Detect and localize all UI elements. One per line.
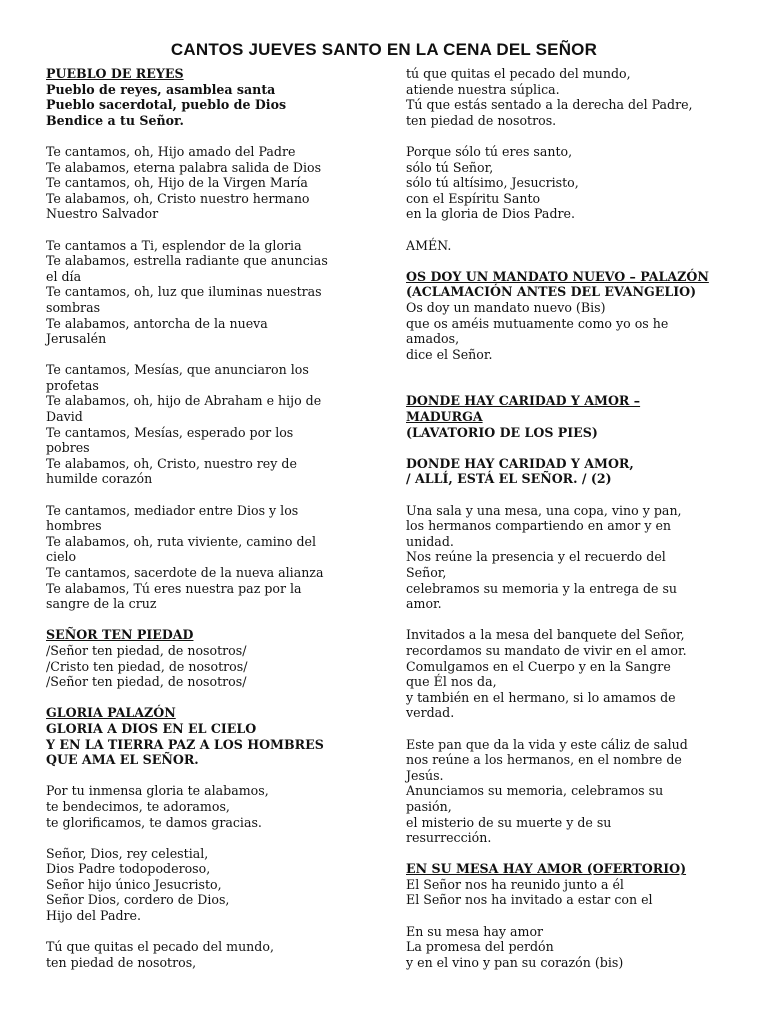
blank-line: [46, 347, 362, 363]
lyric-line: Dios Padre todopoderoso,: [46, 861, 211, 877]
lyric-line: ten piedad de nosotros,: [46, 954, 197, 970]
lyric-line: Te alabamos, Tú eres nuestra paz por la: [46, 580, 302, 596]
lyric-line: En su mesa hay amor: [406, 923, 544, 939]
lyric-line: Te alabamos, eterna palabra salida de Dios: [46, 159, 322, 175]
refrain-line: Pueblo de reyes, asamblea santa: [46, 81, 276, 97]
lyric-line: Este pan que da la vida y este cáliz de salud: [406, 736, 688, 752]
lyric-line: hombres: [46, 518, 102, 534]
blank-line: [46, 487, 362, 503]
blank-line: [406, 128, 728, 144]
song-heading: SEÑOR TEN PIEDAD: [46, 627, 194, 643]
lyric-line: /Señor ten piedad, de nosotros/: [46, 642, 247, 658]
lyric-line: ten piedad de nosotros.: [406, 112, 557, 128]
lyric-line: atiende nuestra súplica.: [406, 81, 560, 97]
lyric-line: El Señor nos ha invitado a estar con el: [406, 892, 653, 908]
lyric-line: Te cantamos, mediador entre Dios y los: [46, 502, 299, 518]
lyric-line: con el Espíritu Santo: [406, 190, 541, 206]
lyric-line: verdad.: [406, 705, 455, 721]
lyric-line: sangre de la cruz: [46, 596, 157, 612]
lyric-line: Tú que estás sentado a la derecha del Padre,: [406, 97, 693, 113]
lyric-line: dice el Señor.: [406, 346, 493, 362]
blank-line: [46, 768, 362, 784]
lyric-line: el misterio de su muerte y de su: [406, 814, 612, 830]
lyric-line: te bendecimos, te adoramos,: [46, 798, 230, 814]
lyric-line: Te alabamos, oh, Cristo, nuestro rey de: [46, 455, 297, 471]
blank-line: [406, 440, 728, 456]
lyric-line: el día: [46, 268, 82, 284]
lyric-line: Señor Dios, cordero de Dios,: [46, 892, 230, 908]
lyric-line: Te alabamos, oh, ruta viviente, camino del: [46, 533, 317, 549]
lyric-line: nos reúne a los hermanos, en el nombre de: [406, 752, 682, 768]
blank-line: [46, 128, 362, 144]
lyric-line: en la gloria de Dios Padre.: [406, 206, 575, 222]
song-heading: EN SU MESA HAY AMOR (OFERTORIO): [406, 861, 687, 877]
lyric-line: cielo: [46, 549, 77, 565]
refrain-line: Y EN LA TIERRA PAZ A LOS HOMBRES: [46, 736, 324, 752]
lyric-line: profetas: [46, 377, 99, 393]
lyric-line: Hijo del Padre.: [46, 908, 142, 924]
blank-line: [406, 253, 728, 269]
lyric-line: y también en el hermano, si lo amamos de: [406, 689, 676, 705]
lyric-line: Tú que quitas el pecado del mundo,: [46, 939, 274, 955]
song-heading: OS DOY UN MANDATO NUEVO – PALAZÓN: [406, 268, 709, 284]
lyric-line: amados,: [406, 331, 460, 347]
lyric-line: /Cristo ten piedad, de nosotros/: [46, 658, 248, 674]
blank-line: [406, 378, 728, 394]
lyric-line: los hermanos compartiendo en amor y en: [406, 518, 672, 534]
lyric-line: sólo tú Señor,: [406, 159, 494, 175]
refrain-line: Pueblo sacerdotal, pueblo de Dios: [46, 97, 287, 113]
blank-line: [406, 222, 728, 238]
lyric-line: Porque sólo tú eres santo,: [406, 143, 573, 159]
lyric-line: Una sala y una mesa, una copa, vino y pan,: [406, 502, 682, 518]
lyric-line: celebramos su memoria y la entrega de su: [406, 580, 678, 596]
lyric-line: pobres: [46, 440, 90, 456]
lyric-line: Invitados a la mesa del banquete del Señor,: [406, 627, 685, 643]
blank-line: [46, 612, 362, 628]
lyric-line: sólo tú altísimo, Jesucristo,: [406, 175, 579, 191]
left-column: [46, 66, 362, 970]
lyric-line: Te cantamos, Mesías, que anunciaron los: [46, 362, 309, 378]
lyric-line: que Él nos da,: [406, 674, 497, 690]
lyric-line: pasión,: [406, 798, 452, 814]
lyric-line: Os doy un mandato nuevo (Bis): [406, 299, 606, 315]
refrain-line: GLORIA A DIOS EN EL CIELO: [46, 720, 257, 736]
song-heading: MADURGA: [406, 409, 483, 425]
blank-line: [406, 612, 728, 628]
lyric-line: tú que quitas el pecado del mundo,: [406, 66, 631, 81]
lyric-line: Señor hijo único Jesucristo,: [46, 876, 222, 892]
lyric-line: Te cantamos, oh, Hijo amado del Padre: [46, 143, 296, 159]
blank-line: [406, 362, 728, 378]
blank-line: [46, 830, 362, 846]
refrain-line: / ALLÍ, ESTÁ EL SEÑOR. / (2): [406, 471, 612, 487]
lyric-line: Señor, Dios, rey celestial,: [46, 845, 209, 861]
song-heading: PUEBLO DE REYES: [46, 66, 184, 81]
lyric-line: amor.: [406, 596, 442, 612]
blank-line: [406, 846, 728, 862]
lyric-line: te glorificamos, te damos gracias.: [46, 814, 262, 830]
lyric-line: Jerusalén: [46, 331, 107, 347]
lyric-line: Te cantamos, oh, Hijo de la Virgen María: [46, 175, 308, 191]
lyric-line: La promesa del perdón: [406, 939, 554, 955]
lyric-line: /Señor ten piedad, de nosotros/: [46, 674, 247, 690]
blank-line: [406, 721, 728, 737]
lyric-line: Comulgamos en el Cuerpo y en la Sangre: [406, 658, 671, 674]
lyric-line: humilde corazón: [46, 471, 153, 487]
lyric-line: El Señor nos ha reunido junto a él: [406, 876, 624, 892]
blank-line: [46, 924, 362, 940]
blank-line: [406, 908, 728, 924]
refrain-line: Bendice a tu Señor.: [46, 112, 184, 128]
page-title: CANTOS JUEVES SANTO EN LA CENA DEL SEÑOR: [170, 40, 598, 59]
refrain-line: DONDE HAY CARIDAD Y AMOR,: [406, 455, 634, 471]
lyric-line: Te cantamos, sacerdote de la nueva alianza: [46, 565, 324, 580]
blank-line: [46, 222, 362, 238]
lyric-line: resurrección.: [406, 830, 492, 846]
lyric-line: Te alabamos, oh, hijo de Abraham e hijo de: [46, 393, 322, 409]
lyric-line: Nos reúne la presencia y el recuerdo del: [406, 549, 666, 565]
lyric-line: Jesús.: [406, 767, 444, 783]
blank-line: [46, 690, 362, 706]
lyric-line: Por tu inmensa gloria te alabamos,: [46, 783, 269, 799]
lyric-line: Te alabamos, antorcha de la nueva: [46, 315, 268, 331]
lyric-line: Señor,: [406, 565, 447, 580]
blank-line: [406, 487, 728, 503]
lyric-line: Te cantamos, Mesías, esperado por los: [46, 424, 294, 440]
lyric-line: Anunciamos su memoria, celebramos su: [406, 783, 664, 799]
song-heading: DONDE HAY CARIDAD Y AMOR –: [406, 393, 641, 409]
lyric-line: Te alabamos, oh, Cristo nuestro hermano: [46, 190, 310, 206]
lyric-line: Te cantamos a Ti, esplendor de la gloria: [46, 237, 302, 253]
lyric-line: que os améis mutuamente como yo os he: [406, 315, 669, 331]
song-heading: GLORIA PALAZÓN: [46, 705, 176, 721]
refrain-line: (LAVATORIO DE LOS PIES): [406, 424, 598, 440]
lyric-line: AMÉN.: [406, 237, 452, 253]
lyric-line: Te alabamos, estrella radiante que anuncias: [46, 253, 328, 269]
lyric-line: Te cantamos, oh, luz que iluminas nuestras: [46, 284, 322, 300]
lyric-line: sombras: [46, 299, 101, 315]
lyric-line: David: [46, 409, 83, 425]
lyric-line: recordamos su mandato de vivir en el amor.: [406, 642, 687, 658]
right-column: [406, 66, 728, 970]
refrain-line: (ACLAMACIÓN ANTES DEL EVANGELIO): [406, 284, 697, 300]
refrain-line: QUE AMA EL SEÑOR.: [46, 752, 199, 768]
lyric-line: Nuestro Salvador: [46, 206, 159, 222]
lyric-line: y en el vino y pan su corazón (bis): [406, 954, 624, 970]
lyric-line: unidad.: [406, 533, 454, 549]
